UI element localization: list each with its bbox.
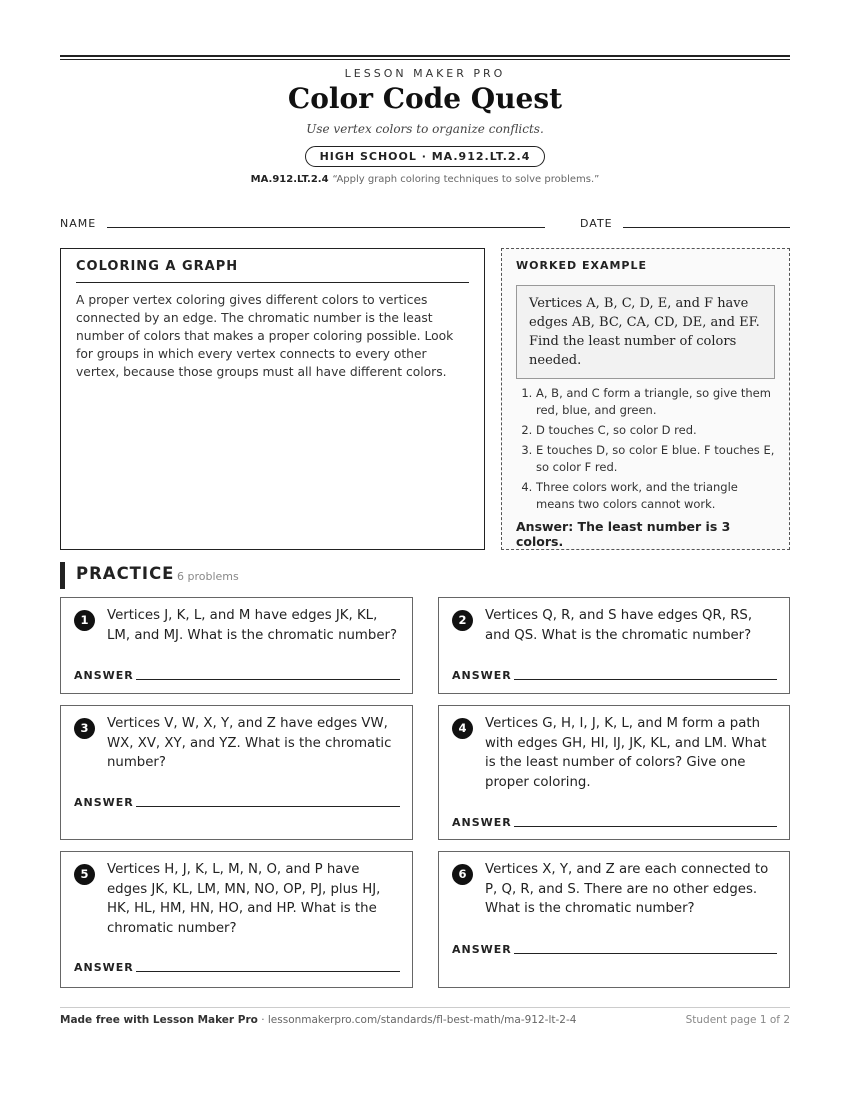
answer-label: ANSWER <box>452 669 512 682</box>
worksheet-subtitle: Use vertex colors to organize conflicts. <box>306 122 544 136</box>
answer-field-1[interactable] <box>136 679 400 680</box>
answer-label: ANSWER <box>74 961 134 974</box>
problem-text: Vertices G, H, I, J, K, L, and M form a path with edges GH, HI, IJ, JK, KL, and LM. What is the least number of colors? Give one proper coloring. <box>485 716 767 790</box>
problem-number-badge: 2 <box>452 610 473 631</box>
problem-text: Vertices H, J, K, L, M, N, O, and P have edges JK, KL, LM, MN, NO, OP, PJ, plus HJ, HK, HL, HM, HN, HO, and HP. What is the chromatic number? <box>107 862 381 936</box>
problem-number-badge: 6 <box>452 864 473 885</box>
answer-label: ANSWER <box>452 816 512 829</box>
answer-field-5[interactable] <box>136 971 400 972</box>
problem-card-2 <box>438 597 790 694</box>
problem-text: Vertices J, K, L, and M have edges JK, KL, LM, and MJ. What is the chromatic number? <box>107 608 398 643</box>
problem-text: Vertices X, Y, and Z are each connected to P, Q, R, and S. There are no other edges. What is the chromatic number? <box>485 862 769 916</box>
name-field[interactable] <box>107 227 545 228</box>
problem-number-badge: 3 <box>74 718 95 739</box>
problem-number-badge: 4 <box>452 718 473 739</box>
concept-box <box>60 248 485 550</box>
problem-number-badge: 1 <box>74 610 95 631</box>
footer-credit <box>60 1014 576 1026</box>
problem-number-badge: 5 <box>74 864 95 885</box>
problem-card-3 <box>60 705 413 840</box>
problem-text: Vertices Q, R, and S have edges QR, RS, and QS. What is the chromatic number? <box>485 608 753 643</box>
answer-field-6[interactable] <box>514 953 777 954</box>
level-badge: HIGH SCHOOL · MA.912.LT.2.4 <box>305 146 546 167</box>
footer-page-number: Student page 1 of 2 <box>685 1014 790 1026</box>
answer-label: ANSWER <box>452 943 512 956</box>
brand-name: LESSON MAKER PRO <box>344 67 506 80</box>
date-field[interactable] <box>623 227 790 228</box>
answer-field-4[interactable] <box>514 826 777 827</box>
worked-example-box <box>501 248 790 550</box>
level-badge-wrap <box>60 145 790 167</box>
concept-heading: COLORING A GRAPH <box>76 259 469 283</box>
header-rule <box>60 55 790 60</box>
answer-field-3[interactable] <box>136 806 400 807</box>
practice-count: 6 problems <box>177 570 239 583</box>
standard-text: “Apply graph coloring techniques to solve problems.” <box>332 174 600 185</box>
worked-step: 1. A, B, and C form a triangle, so give them red, blue, and green. <box>536 385 775 419</box>
answer-field-2[interactable] <box>514 679 777 680</box>
worked-example-problem: Vertices A, B, C, D, E, and F have edges AB, BC, CA, CD, DE, and EF. Find the least number of colors needed. <box>516 285 775 379</box>
problem-card-1 <box>60 597 413 694</box>
worked-example-heading: WORKED EXAMPLE <box>516 259 647 272</box>
standard-code: MA.912.LT.2.4 <box>250 174 329 185</box>
practice-accent-bar <box>60 562 65 589</box>
worked-example-answer: Answer: The least number is 3 colors. <box>516 519 731 549</box>
problem-text: Vertices V, W, X, Y, and Z have edges VW, WX, XV, XY, and YZ. What is the chromatic number? <box>107 716 392 770</box>
answer-label: ANSWER <box>74 796 134 809</box>
concept-body: A proper vertex coloring gives different colors to vertices connected by an edge. The chromatic number is the least number of colors that makes a proper coloring possible. Look for groups in which every vertex connects to every other vertex, because those groups must all have different colors. <box>76 293 454 379</box>
answer-label: ANSWER <box>74 669 134 682</box>
worksheet-title: Color Code Quest <box>287 82 563 115</box>
worked-step: 4. Three colors work, and the triangle means two colors cannot work. <box>536 479 775 513</box>
footer-rule <box>60 1007 790 1008</box>
footer-made-with: Made free with Lesson Maker Pro <box>60 1014 258 1026</box>
worked-step: 2. D touches C, so color D red. <box>536 422 775 439</box>
worked-step: 3. E touches D, so color E blue. F touches E, so color F red. <box>536 442 775 476</box>
practice-title: PRACTICE <box>76 564 175 583</box>
name-label: NAME <box>60 217 97 230</box>
standard-line <box>60 174 790 185</box>
footer-url[interactable]: · lessonmakerpro.com/standards/fl-best-math/ma-912-lt-2-4 <box>257 1014 577 1026</box>
problem-card-4 <box>438 705 790 840</box>
date-label: DATE <box>580 217 613 230</box>
problem-card-6 <box>438 851 790 988</box>
worked-example-steps <box>516 385 775 513</box>
worksheet-page <box>60 0 790 1100</box>
problem-card-5 <box>60 851 413 988</box>
